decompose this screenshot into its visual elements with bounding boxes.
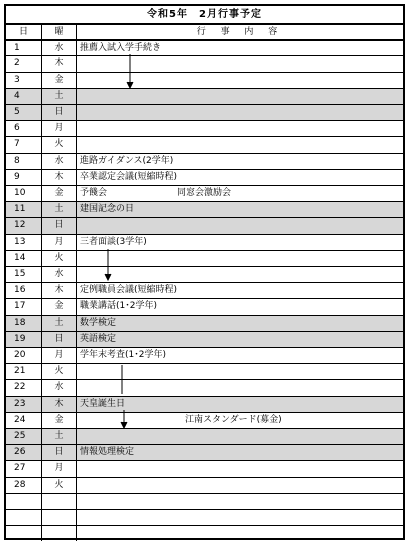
event-text: 学年末考査(1･2学年) bbox=[80, 350, 166, 360]
event-cell bbox=[77, 461, 403, 476]
day-cell: 25 bbox=[6, 429, 42, 444]
weekday-cell: 月 bbox=[42, 348, 77, 363]
event-text: 進路ガイダンス(2学年) bbox=[80, 155, 174, 166]
day-cell: 19 bbox=[6, 332, 42, 347]
event-cell bbox=[77, 121, 403, 136]
day-cell: 23 bbox=[6, 397, 42, 412]
table-row bbox=[6, 477, 403, 493]
header-dow: 曜 bbox=[42, 25, 77, 39]
weekday-cell: 木 bbox=[42, 170, 77, 185]
weekday-cell: 金 bbox=[42, 186, 77, 201]
table-header bbox=[6, 23, 403, 39]
weekday-cell: 月 bbox=[42, 461, 77, 476]
table-row bbox=[6, 88, 403, 104]
table-row bbox=[6, 460, 403, 476]
event-cell bbox=[77, 332, 403, 347]
weekday-cell bbox=[42, 526, 77, 541]
table-row bbox=[6, 72, 403, 88]
weekday-cell: 金 bbox=[42, 299, 77, 314]
header-event: 行 事 内 容 bbox=[196, 27, 284, 37]
event-text: 推薦入試入学手続き bbox=[80, 43, 162, 54]
event-cell bbox=[77, 137, 403, 152]
weekday-cell: 土 bbox=[42, 202, 77, 217]
event-cell bbox=[77, 202, 403, 217]
day-cell: 11 bbox=[6, 202, 42, 217]
day-cell: 20 bbox=[6, 348, 42, 363]
weekday-cell bbox=[42, 494, 77, 509]
table-row bbox=[6, 493, 403, 509]
table-row bbox=[6, 396, 403, 412]
day-cell: 21 bbox=[6, 364, 42, 379]
table-row bbox=[6, 136, 403, 152]
event-cell bbox=[77, 154, 403, 169]
table-row bbox=[6, 39, 403, 55]
day-cell: 16 bbox=[6, 283, 42, 298]
event-text: 予餞会 bbox=[80, 188, 108, 198]
table-row bbox=[6, 250, 403, 266]
event-cell bbox=[77, 283, 403, 298]
day-cell: 1 bbox=[6, 41, 42, 55]
weekday-cell: 土 bbox=[42, 316, 77, 331]
event-text: 職業講話(1･2学年) bbox=[80, 301, 157, 312]
table-row bbox=[6, 266, 403, 282]
day-cell: 24 bbox=[6, 413, 42, 428]
event-cell bbox=[77, 429, 403, 444]
weekday-cell: 土 bbox=[42, 89, 77, 104]
day-cell: 7 bbox=[6, 137, 42, 152]
event-text-secondary: 同窓会激励会 bbox=[177, 188, 232, 198]
event-cell bbox=[77, 348, 403, 363]
day-cell: 4 bbox=[6, 89, 42, 104]
table-row bbox=[6, 169, 403, 185]
day-cell: 9 bbox=[6, 170, 42, 185]
day-cell: 5 bbox=[6, 105, 42, 120]
weekday-cell: 水 bbox=[42, 154, 77, 169]
table-row bbox=[6, 509, 403, 525]
table-row bbox=[6, 412, 403, 428]
table-row bbox=[6, 234, 403, 250]
event-text: 数学検定 bbox=[80, 317, 117, 328]
weekday-cell: 日 bbox=[42, 445, 77, 460]
event-text: 英語検定 bbox=[80, 333, 117, 344]
day-cell: 14 bbox=[6, 251, 42, 266]
day-cell bbox=[6, 510, 42, 525]
event-cell bbox=[77, 364, 403, 379]
day-cell: 10 bbox=[6, 186, 42, 201]
event-cell bbox=[77, 413, 403, 428]
table-row bbox=[6, 379, 403, 395]
day-cell: 13 bbox=[6, 235, 42, 250]
table-row bbox=[6, 120, 403, 136]
event-cell bbox=[77, 235, 403, 250]
table-row bbox=[6, 444, 403, 460]
day-cell bbox=[6, 526, 42, 541]
weekday-cell: 月 bbox=[42, 235, 77, 250]
table-row bbox=[6, 331, 403, 347]
event-text-secondary: 江南スタンダード(募金) bbox=[185, 414, 282, 425]
event-text: 卒業認定会議(短縮時程) bbox=[80, 171, 178, 182]
weekday-cell: 木 bbox=[42, 56, 77, 71]
weekday-cell: 金 bbox=[42, 413, 77, 428]
day-cell: 2 bbox=[6, 56, 42, 71]
event-cell bbox=[77, 56, 403, 71]
event-cell bbox=[77, 526, 403, 541]
event-cell bbox=[77, 251, 403, 266]
table-row bbox=[6, 282, 403, 298]
weekday-cell: 金 bbox=[42, 73, 77, 88]
table-row bbox=[6, 347, 403, 363]
event-cell bbox=[77, 494, 403, 509]
event-cell bbox=[77, 186, 403, 201]
event-cell bbox=[77, 41, 403, 55]
weekday-cell: 月 bbox=[42, 121, 77, 136]
event-cell bbox=[77, 89, 403, 104]
event-cell bbox=[77, 105, 403, 120]
weekday-cell: 日 bbox=[42, 105, 77, 120]
page-title: 令和5年 2月行事予定 bbox=[147, 9, 262, 20]
weekday-cell: 水 bbox=[42, 380, 77, 395]
weekday-cell: 水 bbox=[42, 41, 77, 55]
day-cell: 3 bbox=[6, 73, 42, 88]
day-cell: 18 bbox=[6, 316, 42, 331]
event-cell bbox=[77, 170, 403, 185]
weekday-cell: 火 bbox=[42, 478, 77, 493]
event-text: 定例職員会議(短縮時程) bbox=[80, 285, 178, 296]
day-cell: 27 bbox=[6, 461, 42, 476]
weekday-cell: 日 bbox=[42, 218, 77, 233]
event-text: 三者面談(3学年) bbox=[80, 236, 147, 247]
table-row bbox=[6, 428, 403, 444]
event-cell bbox=[77, 73, 403, 88]
weekday-cell: 火 bbox=[42, 364, 77, 379]
day-cell: 8 bbox=[6, 154, 42, 169]
table-row bbox=[6, 201, 403, 217]
weekday-cell: 火 bbox=[42, 137, 77, 152]
day-cell: 28 bbox=[6, 478, 42, 493]
table-row bbox=[6, 217, 403, 233]
event-text: 建国記念の日 bbox=[80, 204, 135, 215]
event-cell bbox=[77, 316, 403, 331]
table-row bbox=[6, 298, 403, 314]
day-cell: 12 bbox=[6, 218, 42, 233]
event-cell bbox=[77, 380, 403, 395]
table-row bbox=[6, 153, 403, 169]
table-row bbox=[6, 525, 403, 541]
event-cell bbox=[77, 267, 403, 282]
event-cell bbox=[77, 478, 403, 493]
day-cell: 22 bbox=[6, 380, 42, 395]
header-day: 日 bbox=[6, 25, 42, 39]
table-row bbox=[6, 363, 403, 379]
event-text: 情報処理検定 bbox=[80, 447, 135, 458]
day-cell: 6 bbox=[6, 121, 42, 136]
weekday-cell bbox=[42, 510, 77, 525]
day-cell: 26 bbox=[6, 445, 42, 460]
weekday-cell: 水 bbox=[42, 267, 77, 282]
weekday-cell: 木 bbox=[42, 283, 77, 298]
day-cell: 17 bbox=[6, 299, 42, 314]
event-cell bbox=[77, 218, 403, 233]
day-cell: 15 bbox=[6, 267, 42, 282]
event-text: 天皇誕生日 bbox=[80, 398, 126, 409]
table-row bbox=[6, 315, 403, 331]
event-cell bbox=[77, 510, 403, 525]
event-cell bbox=[77, 397, 403, 412]
weekday-cell: 火 bbox=[42, 251, 77, 266]
weekday-cell: 土 bbox=[42, 429, 77, 444]
weekday-cell: 日 bbox=[42, 332, 77, 347]
day-cell bbox=[6, 494, 42, 509]
table-row bbox=[6, 185, 403, 201]
schedule-sheet bbox=[4, 4, 405, 540]
event-cell bbox=[77, 445, 403, 460]
table-row bbox=[6, 55, 403, 71]
table-row bbox=[6, 104, 403, 120]
event-cell bbox=[77, 299, 403, 314]
weekday-cell: 木 bbox=[42, 397, 77, 412]
